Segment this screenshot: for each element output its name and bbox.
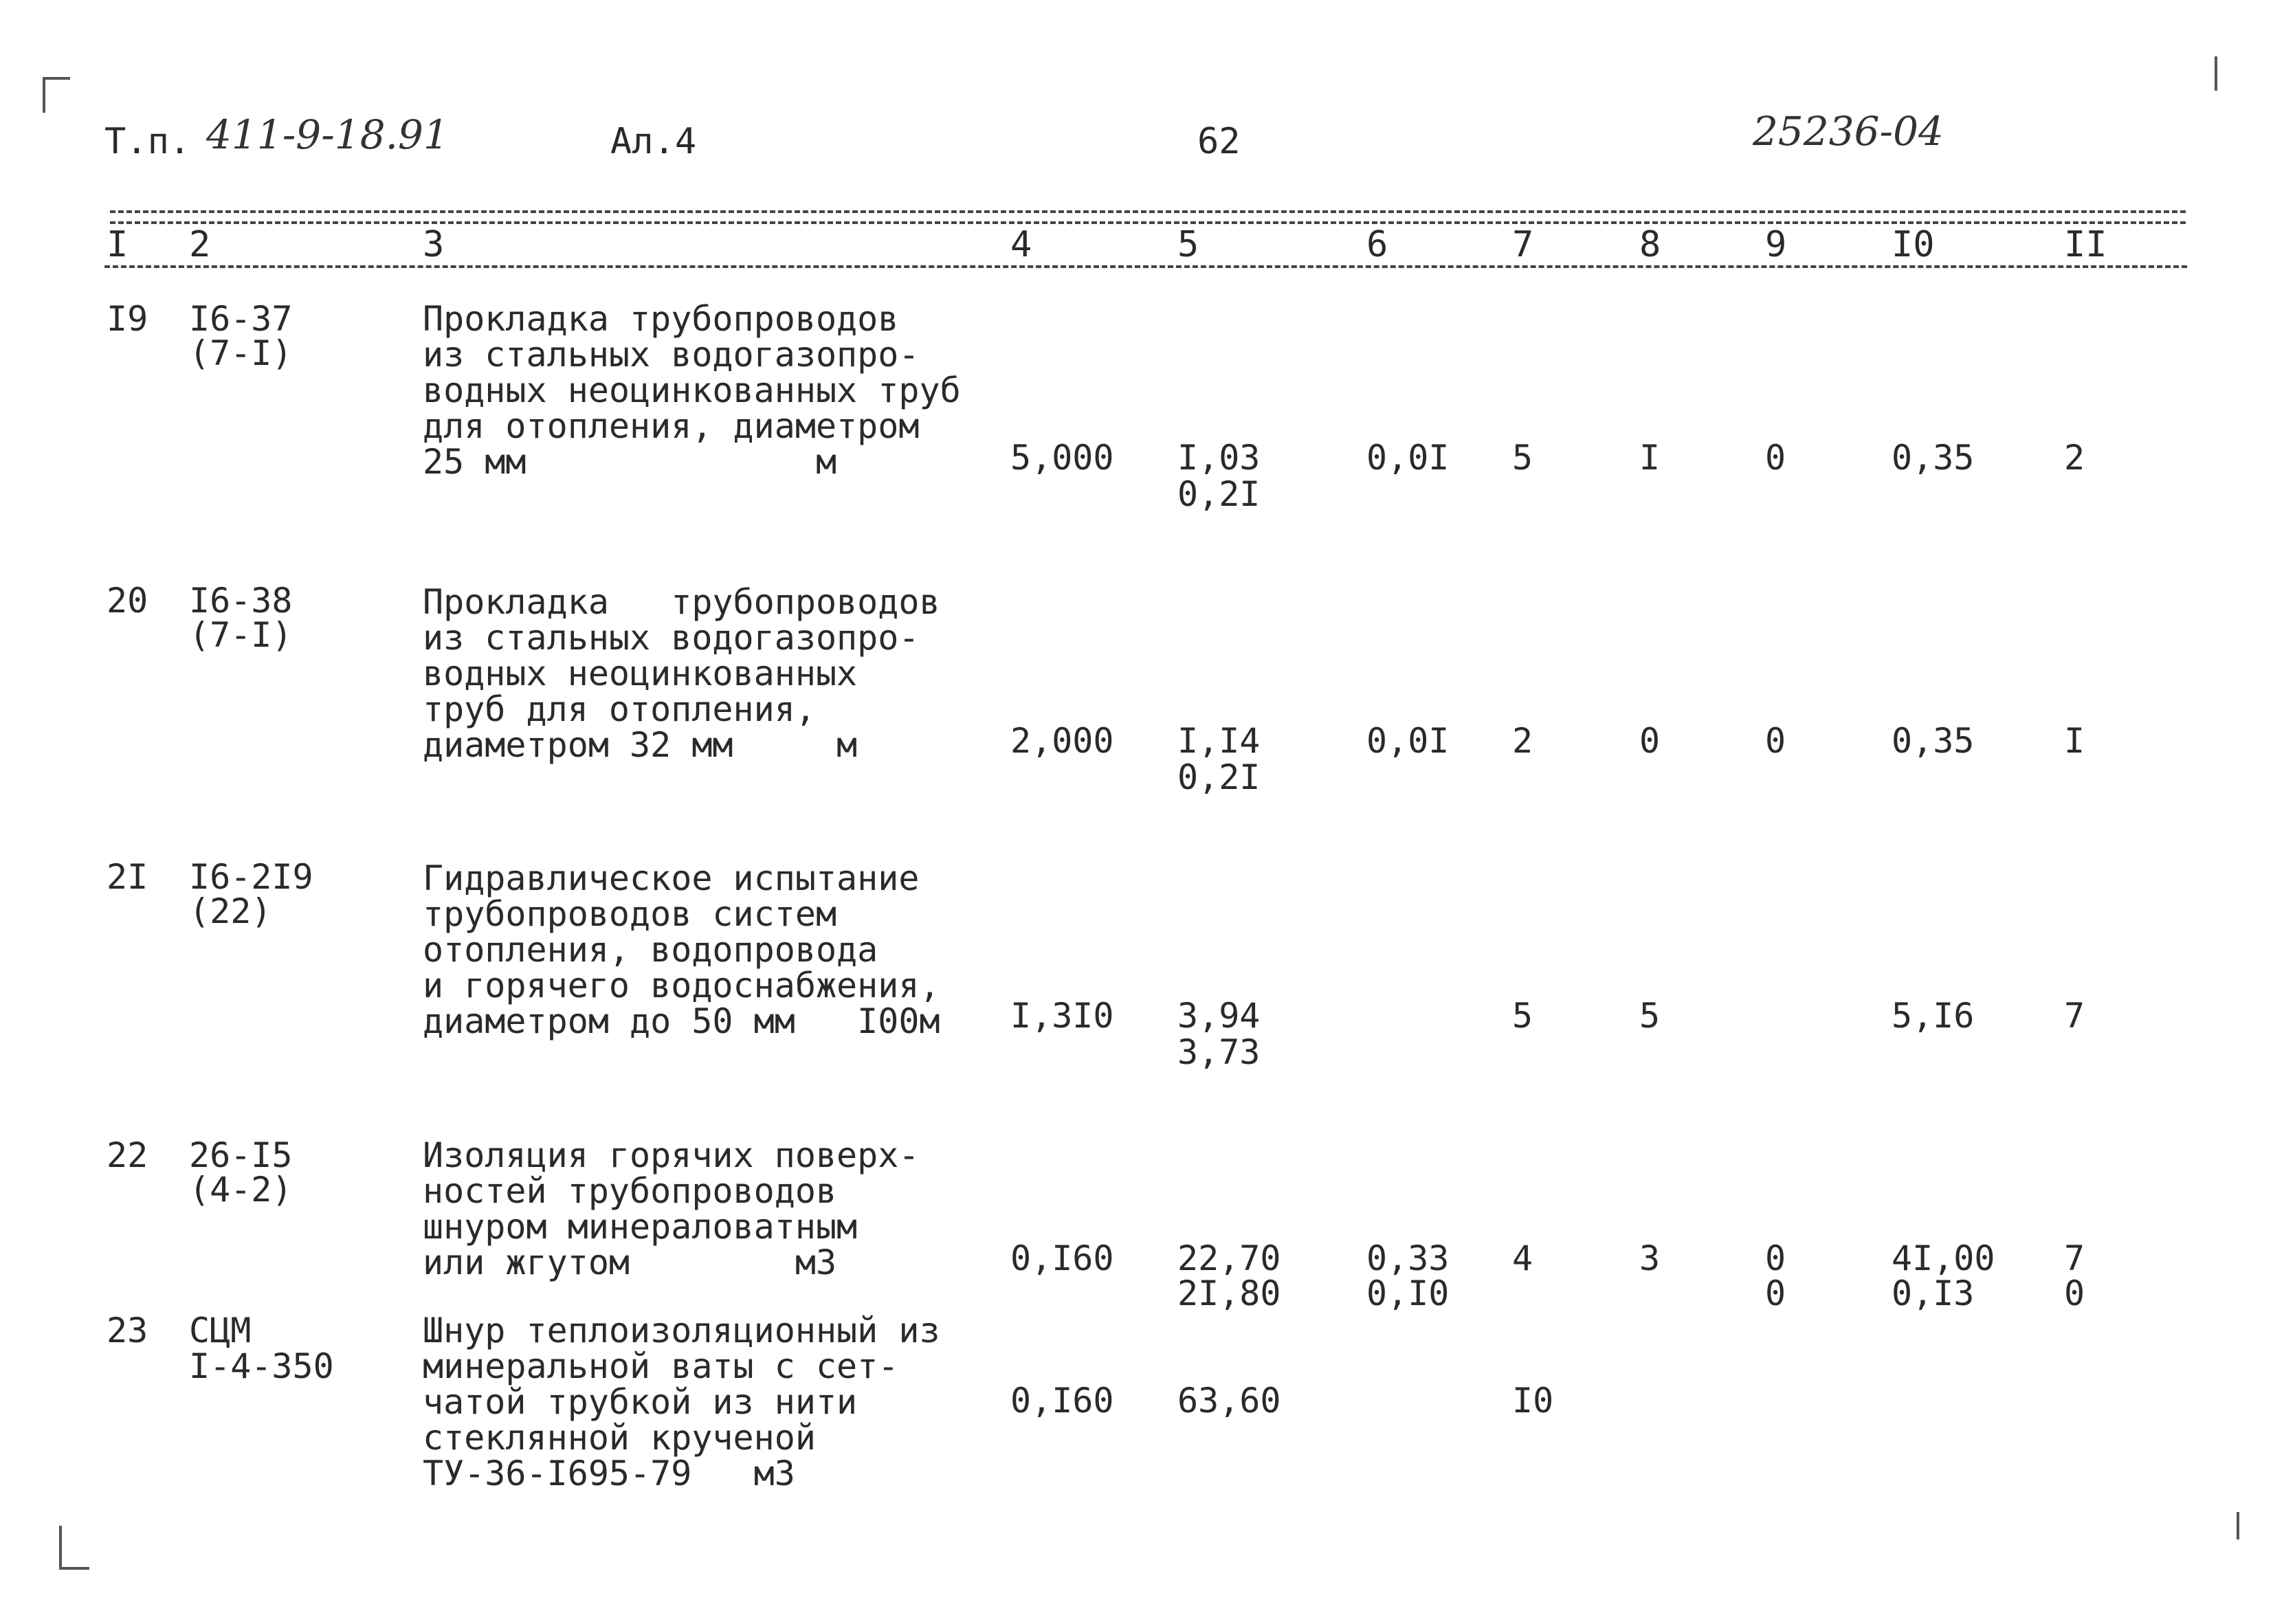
description-line: и горячего водоснабжения, (423, 966, 940, 1005)
description-line: ТУ-36-I695-79 м3 (423, 1454, 795, 1493)
col10-value: 4I,00 (1892, 1238, 1995, 1278)
description-line: труб для отопления, (423, 689, 816, 729)
col7-value: 2 (1512, 721, 1533, 761)
col11-value: 7 (2064, 996, 2085, 1036)
col6-value: 0,33 (1366, 1238, 1450, 1278)
doc-prefix: Т.п. (104, 121, 191, 162)
col7-value: I0 (1512, 1381, 1554, 1421)
column-number: II (2064, 224, 2107, 265)
column-number: 8 (1639, 224, 1661, 265)
quantity: 0,I60 (1010, 1381, 1114, 1421)
row-number: 22 (107, 1135, 148, 1175)
col8-value: 3 (1639, 1238, 1661, 1278)
col10-value: 0,35 (1892, 721, 1975, 761)
document-code: 25236-04 (1753, 108, 1944, 155)
col6-value: 0,0I (1366, 438, 1450, 478)
description-line: минеральной ваты с сет- (423, 1346, 899, 1386)
col10-value: 5,I6 (1892, 996, 1975, 1036)
column-number: 6 (1366, 224, 1388, 265)
norm-code-sub: (7-I) (189, 333, 293, 373)
row-number: I9 (107, 299, 148, 339)
col6-value: 0,0I (1366, 721, 1450, 761)
header-rule-top-2 (110, 221, 2186, 224)
col8-value: I (1639, 438, 1661, 478)
col7-value: 5 (1512, 996, 1533, 1036)
cost-value: I,03 (1177, 438, 1261, 478)
header-rule-bottom (104, 265, 2187, 268)
cost-value: 22,70 (1177, 1238, 1281, 1278)
quantity: I,3I0 (1010, 996, 1114, 1036)
column-number: 3 (423, 224, 445, 265)
corner-mark-top-left (43, 77, 70, 113)
cost-value: 63,60 (1177, 1381, 1281, 1421)
column-number: 2 (189, 224, 211, 265)
description-line: Изоляция горячих поверх- (423, 1135, 920, 1175)
cost-value: I,I4 (1177, 721, 1261, 761)
norm-code-sub: (4-2) (189, 1170, 293, 1210)
page-number: 62 (1197, 121, 1241, 162)
description-line: ностей трубопроводов (423, 1171, 837, 1211)
quantity: 2,000 (1010, 721, 1114, 761)
description-line: чатой трубкой из нити (423, 1382, 858, 1422)
column-number: 9 (1765, 224, 1787, 265)
description-line: отопления, водопровода (423, 930, 878, 970)
material-code-sub: I-4-350 (189, 1346, 334, 1386)
description-line: стеклянной крученой (423, 1418, 816, 1458)
album-number: Ал.4 (610, 121, 697, 162)
description-line: или жгутом м3 (423, 1243, 837, 1282)
row-number: 2I (107, 857, 148, 897)
col9-value-sub: 0 (1765, 1273, 1786, 1313)
description-line: диаметром до 50 мм I00м (423, 1001, 940, 1041)
norm-code: I6-37 (189, 299, 293, 339)
row-number: 23 (107, 1311, 148, 1350)
cost-value-sub: 3,73 (1177, 1032, 1261, 1072)
norm-code: I6-2I9 (189, 857, 313, 897)
column-number: 4 (1010, 224, 1032, 265)
description-line: из стальных водогазопро- (423, 618, 920, 658)
col10-value-sub: 0,I3 (1892, 1273, 1975, 1313)
norm-code: 26-I5 (189, 1135, 293, 1175)
cost-value-sub: 0,2I (1177, 474, 1261, 514)
description-line: 25 мм м (423, 442, 837, 482)
corner-mark-bottom-right (2220, 1512, 2239, 1539)
column-number: I0 (1892, 224, 1935, 265)
project-number: 411-9-18.91 (206, 111, 449, 158)
description-line: Прокладка трубопроводов (423, 299, 899, 339)
column-number: 7 (1512, 224, 1534, 265)
col9-value: 0 (1765, 1238, 1786, 1278)
col10-value: 0,35 (1892, 438, 1975, 478)
description-line: диаметром 32 мм м (423, 725, 858, 765)
col6-value-sub: 0,I0 (1366, 1273, 1450, 1313)
col11-value-sub: 0 (2064, 1273, 2085, 1313)
description-line: трубопроводов систем (423, 894, 837, 934)
col7-value: 5 (1512, 438, 1533, 478)
col7-value: 4 (1512, 1238, 1533, 1278)
cost-value: 3,94 (1177, 996, 1261, 1036)
description-line: Гидравлическое испытание (423, 858, 920, 898)
col8-value: 0 (1639, 721, 1661, 761)
cost-value-sub: 2I,80 (1177, 1273, 1281, 1313)
column-number: 5 (1177, 224, 1199, 265)
col11-value: I (2064, 721, 2085, 761)
quantity: 5,000 (1010, 438, 1114, 478)
norm-code: I6-38 (189, 581, 293, 621)
corner-mark-top-right (2215, 56, 2219, 91)
material-code: СЦМ (189, 1311, 252, 1350)
description-line: Прокладка трубопроводов (423, 582, 940, 622)
description-line: шнуром минераловатным (423, 1207, 858, 1247)
col9-value: 0 (1765, 721, 1786, 761)
row-number: 20 (107, 581, 148, 621)
col11-value: 7 (2064, 1238, 2085, 1278)
norm-code-sub: (7-I) (189, 615, 293, 655)
description-line: водных неоцинкованных труб (423, 370, 961, 410)
corner-mark-bottom-left (59, 1526, 89, 1570)
col8-value: 5 (1639, 996, 1661, 1036)
description-line: для отопления, диаметром (423, 406, 920, 446)
description-line: из стальных водогазопро- (423, 335, 920, 375)
quantity: 0,I60 (1010, 1238, 1114, 1278)
description-line: Шнур теплоизоляционный из (423, 1311, 940, 1350)
description-line: водных неоцинкованных (423, 654, 858, 693)
norm-code-sub: (22) (189, 891, 272, 931)
cost-value-sub: 0,2I (1177, 757, 1261, 797)
header-rule-top (110, 210, 2186, 213)
column-number: I (107, 224, 129, 265)
col11-value: 2 (2064, 438, 2085, 478)
col9-value: 0 (1765, 438, 1786, 478)
